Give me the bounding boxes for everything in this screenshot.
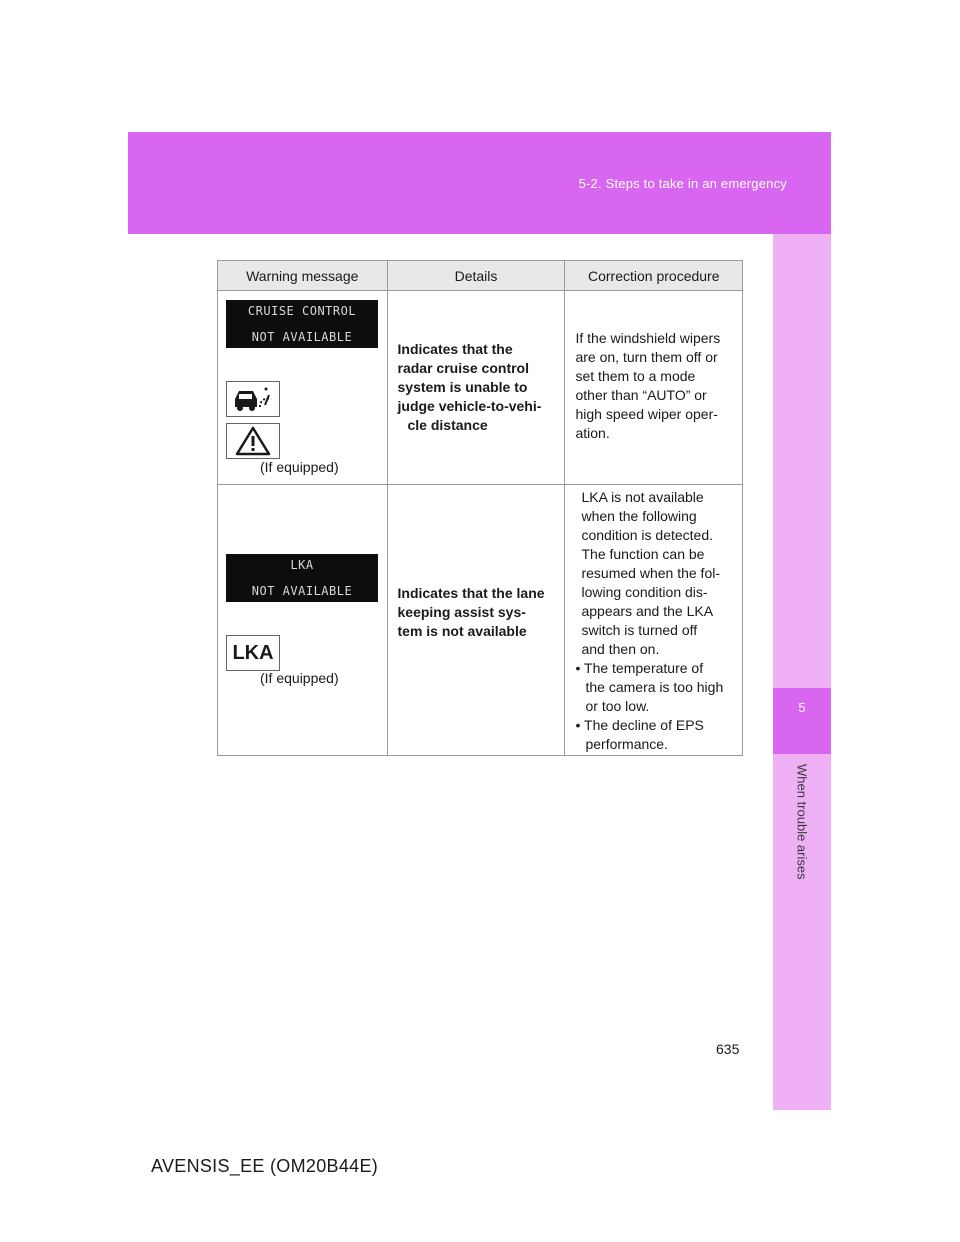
text-line: ation. (575, 425, 610, 441)
table-header-row (218, 261, 743, 291)
text-line: appears and the LKA (581, 603, 714, 619)
text-line: LKA is not available (581, 489, 704, 505)
chapter-label: When trouble arises (794, 764, 810, 880)
column-header: Correction procedure (565, 261, 743, 291)
text-line: If the windshield wipers (575, 330, 721, 346)
table-row (218, 291, 743, 485)
lka-icon (226, 635, 280, 671)
details-cell (387, 291, 565, 485)
page-number: 635 (716, 1041, 740, 1057)
text-line: Indicates that the (397, 341, 513, 357)
text-line: when the following (581, 508, 697, 524)
details-cell (387, 485, 565, 756)
warning-triangle-icon (226, 423, 280, 459)
text-line: the camera is too high (585, 679, 724, 695)
section-title: 5-2. Steps to take in an emergency (578, 176, 787, 191)
if-equipped-note: (If equipped) (260, 459, 339, 475)
column-header: Warning message (218, 261, 388, 291)
correction-text (575, 488, 724, 754)
display-line: CRUISE CONTROL (247, 304, 357, 318)
text-line: switch is turned off (581, 622, 698, 638)
warning-message-cell (218, 291, 388, 485)
warning-table (217, 260, 743, 756)
text-line: keeping assist sys- (397, 604, 526, 620)
text-line: • The decline of EPS (575, 717, 704, 733)
text-line: set them to a mode (575, 368, 696, 384)
details-text (398, 584, 545, 641)
display-message (226, 554, 378, 602)
column-header: Details (387, 261, 565, 291)
header-bar (128, 132, 831, 234)
chapter-number: 5 (773, 688, 831, 754)
text-line: cle distance (407, 417, 488, 433)
text-line: performance. (585, 736, 668, 752)
bullet-item (575, 659, 723, 716)
table-row (218, 485, 743, 756)
display-line: NOT AVAILABLE (251, 584, 353, 598)
text-line: condition is detected. (581, 527, 714, 543)
display-line: NOT AVAILABLE (251, 330, 353, 344)
details-text (398, 340, 542, 435)
text-line: tem is not available (397, 623, 527, 639)
display-line: LKA (290, 558, 314, 572)
text-line: and then on. (581, 641, 660, 657)
text-line: system is unable to (397, 379, 528, 395)
bullet-item (575, 716, 723, 754)
text-line: high speed wiper oper- (575, 406, 718, 422)
text-line: • The temperature of (575, 660, 704, 676)
text-line: or too low. (585, 698, 650, 714)
text-line: radar cruise control (397, 360, 529, 376)
correction-cell (565, 485, 743, 756)
text-line: other than “AUTO” or (575, 387, 707, 403)
text-line: judge vehicle-to-vehi- (397, 398, 542, 414)
if-equipped-note: (If equipped) (260, 670, 339, 686)
text-line: lowing condition dis- (581, 584, 708, 600)
radar-cruise-icon (226, 381, 280, 417)
text-line: resumed when the fol- (581, 565, 721, 581)
text-line: are on, turn them off or (575, 349, 718, 365)
display-message (226, 300, 378, 348)
text-line: The function can be (581, 546, 705, 562)
warning-message-cell (218, 485, 388, 756)
side-tab (773, 234, 831, 1110)
text-line: Indicates that the lane (397, 585, 545, 601)
document-code: AVENSIS_EE (OM20B44E) (151, 1156, 379, 1176)
correction-cell (565, 291, 743, 485)
lka-icon-label: LKA (232, 641, 274, 664)
correction-text (575, 329, 720, 443)
